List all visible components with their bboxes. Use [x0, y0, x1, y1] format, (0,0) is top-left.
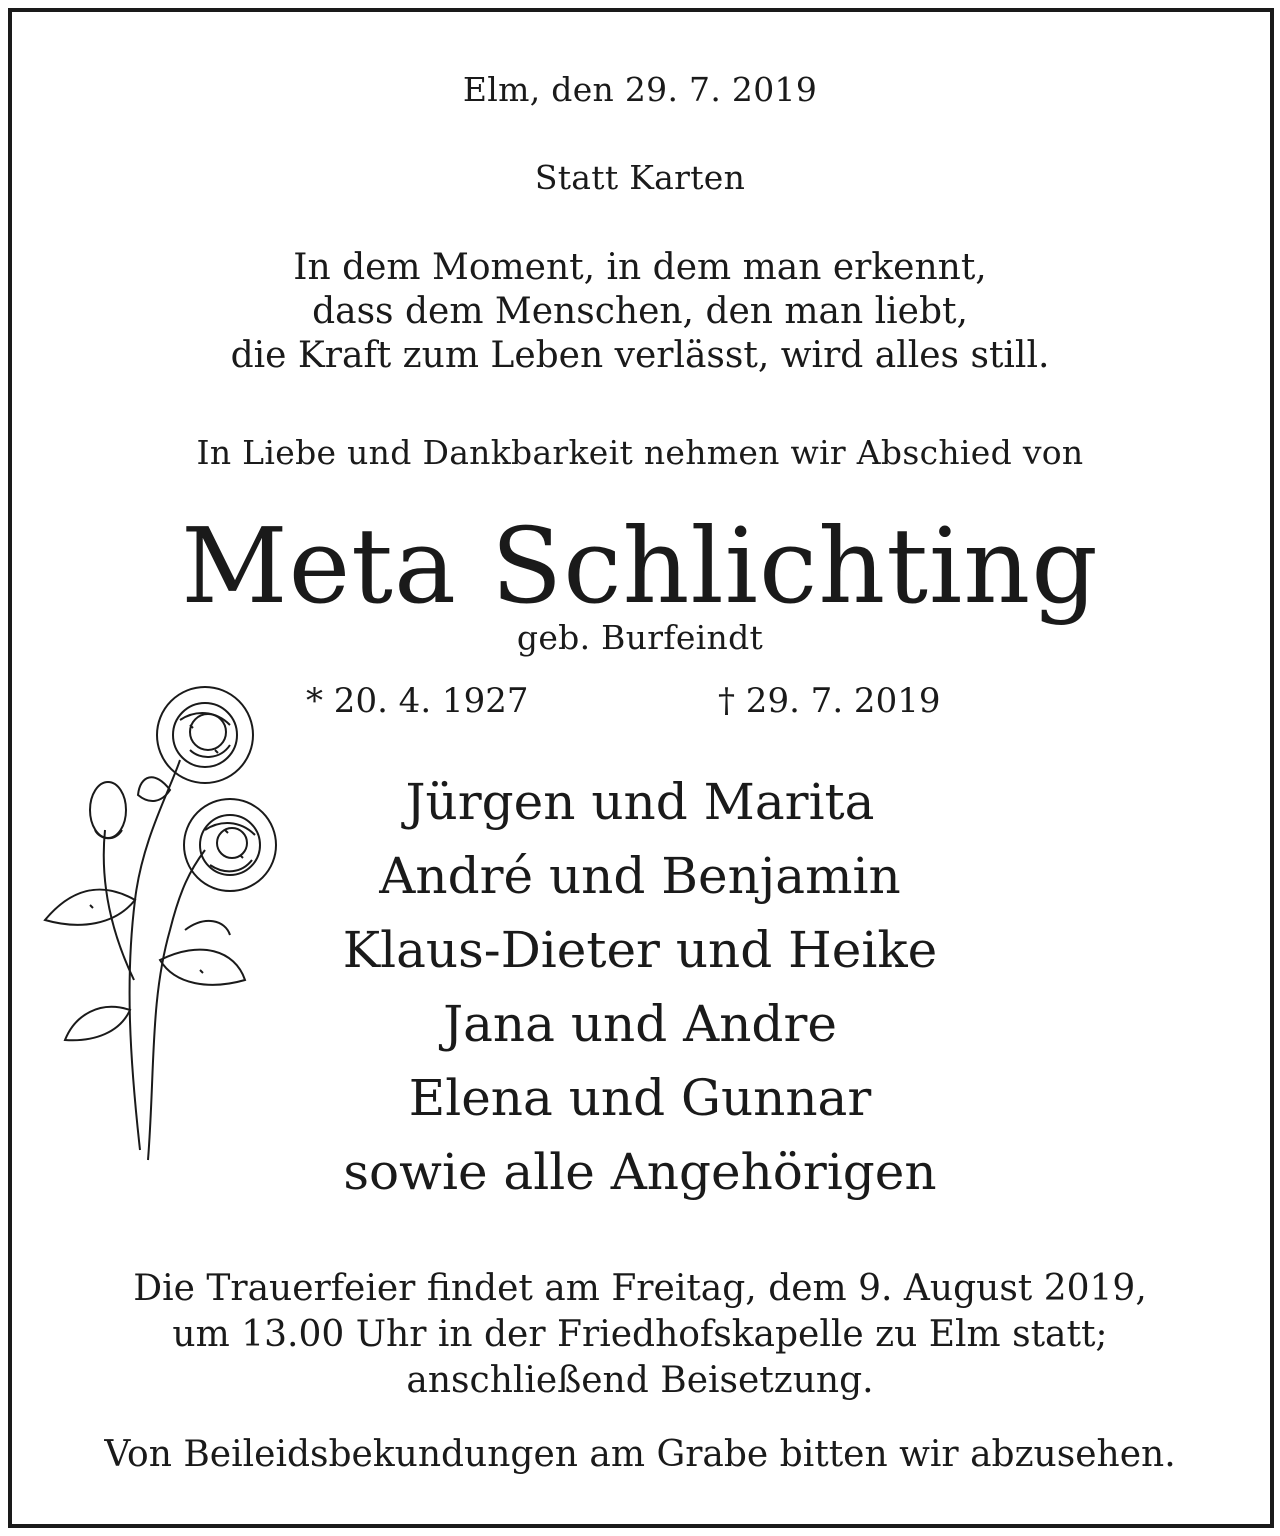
mourner-5: Elena und Gunnar: [408, 1069, 872, 1127]
maiden-name: geb. Burfeindt: [516, 618, 764, 657]
deceased-name: Meta Schlichting: [181, 505, 1099, 627]
mourner-1: Jürgen und Marita: [405, 773, 875, 831]
funeral-line-3: anschließend Beisetzung.: [406, 1360, 874, 1401]
verse-line-3: die Kraft zum Leben verlässt, wird alles still.: [230, 335, 1050, 376]
death-date: † 29. 7. 2019: [718, 681, 941, 721]
birth-date: * 20. 4. 1927: [306, 681, 529, 721]
statt-karten: Statt Karten: [534, 158, 746, 197]
funeral-line-1: Die Trauerfeier findet am Freitag, dem 9. August 2019,: [133, 1268, 1147, 1309]
mourner-2: André und Benjamin: [379, 847, 901, 905]
mourner-6: sowie alle Angehörigen: [343, 1143, 937, 1201]
farewell-intro: In Liebe und Dankbarkeit nehmen wir Abschied von: [196, 433, 1084, 472]
verse-line-2: dass dem Menschen, den man liebt,: [312, 291, 968, 332]
place-date: Elm, den 29. 7. 2019: [462, 70, 818, 109]
closing-request: Von Beileidsbekundungen am Grabe bitten wir abzusehen.: [104, 1434, 1176, 1475]
funeral-line-2: um 13.00 Uhr in der Friedhofskapelle zu Elm statt;: [172, 1314, 1108, 1355]
verse-line-1: In dem Moment, in dem man erkennt,: [293, 247, 987, 288]
mourner-3: Klaus-Dieter und Heike: [342, 921, 938, 979]
mourner-4: Jana und Andre: [443, 995, 837, 1053]
